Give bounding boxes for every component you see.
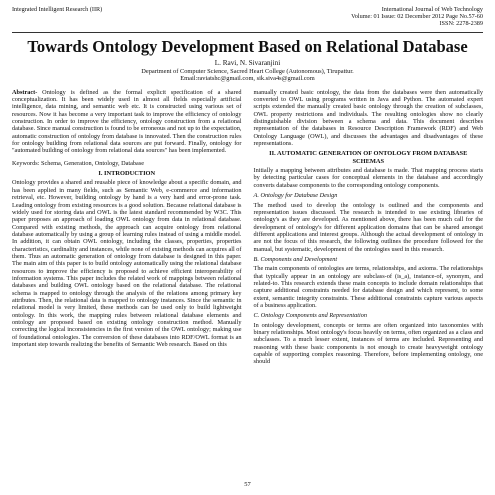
right-column xyxy=(254,89,484,368)
running-header xyxy=(12,6,483,27)
body-columns xyxy=(12,89,483,368)
subsection-c-text: In ontology development, concepts or terms are often organized into taxonomies with binary relationships. Most ontology's focus heavily on terms, often organized as a class and subclasses. To a much lesser extent, instances of terms are included. Representing and reasoning with these basic components is not enough to create heavyweight ontology capable of supporting complex reasoning. Therefore, before implementing ontology, one should xyxy=(253,321,483,366)
journal-name: International Journal of Web Technology xyxy=(381,6,483,13)
abstract-label: Abstract- xyxy=(12,88,38,96)
abstract-text: Ontology is defined as the formal explicit specification of a shared conceptualization. It has been widely used in almost all fields especially artificial intelligence, data mining, and semantic web etc. It is constructed using various set of resources. Now it has become a very important task to improve the efficiency of ontology construction. In order to improve the efficiency, ontology construction from a relational database. Since manual construction is found to be erroneous and not up to the expectation, automatic construction of ontology from database is innovated. Then the construction rules for ontology building from relational data sources are put forward. Finally, ontology for "automated building of ontology from relational data sources" has been implemented. xyxy=(12,88,242,155)
body-text-continued: manually created basic ontology, the data from the databases were then automatically converted to OWL using programs written in Java and Python. The automated expert scripts extended the manually created basic ontology through the creation of subclasses, OWL property restrictions and individuals. The resulting ontologies show no clearly distinguishable division between a schema and data. This document describes representation of the databases in Resource Description Framework (RDF) and Web Ontology Language (OWL), and discusses the advantages and disadvantages of these representations. xyxy=(253,88,483,148)
subsection-a-text: The method used to develop the ontology is outlined and the components and representation issues discussed. The research is intended to use existing libraries of ontology's as they are developed. As mentioned above, there has been much call for the development of ontology's for different application domains that can be shared amongst different applications and interest groups. Although the actual development of ontology in are not the focus of this research, the following outlines the procedure followed for the manual, but systematic, development of the ontologies used in this research. xyxy=(253,201,483,253)
journal-volume: Volume: 01 Issue: 02 December 2012 Page No.57-60 xyxy=(351,13,483,20)
paper-title: Towards Ontology Development Based on Relational Database xyxy=(27,37,468,56)
subsection-heading-b: B. Components and Development xyxy=(253,255,338,263)
section-heading-automatic-generation: II. AUTOMATIC GENERATION OF ONTOLOGY FROM DATABASE SCHEMAS xyxy=(269,150,468,165)
section-heading-introduction: I. INTRODUCTION xyxy=(98,170,156,178)
journal-issn: ISSN: 2278-2389 xyxy=(439,20,483,27)
page-number: 57 xyxy=(244,481,251,488)
section2-text: Initially a mapping between attributes and database is made. That mapping process starts by detecting particular cases for conceptual elements in the database and accordingly converts database components to the corresponding ontology components. xyxy=(253,167,483,189)
author-affiliation: Department of Computer Science, Sacred Heart College (Autonomous), Tirupattur. xyxy=(141,67,354,75)
introduction-text: Ontology provides a shared and reusable piece of knowledge about a specific domain, and has been applied in many fields, such as Semantic Web, e-commerce and information retrieval, etc. However, building ontology by hand is a very hard and error-prone task. Leading ontology from existing resources is a good solution. Because relational database is widely used for storing data and OWL is the latest standard recommended by W3C. This paper proposes an approach of loading OWL ontology from data in relational database. Compared with existing methods, the approach can acquire ontology from relational database automatically by using a group of learning rules instead of using a middle model. In addition, it can obtain OWL ontology, including the classes, properties, properties characteristics, cardinality and instances, while none of existing methods can acquires all of them. Thus an automatic generation of ontology from database is designed in this paper. The main aim of this paper is to build ontology automatically using the relational database resources to improve the efficiency is proposed to achieve efficient interoperability of information systems. This paper includes the related work of mappings between relational databases and building OWL ontology based on the relational database. The relational schema is mapped to ontology through the analysis of the relations among primary key attributes. Then, the relational data is mapped to ontology instances. Since the semantic in relational model is very limited, these methods can be used only to build lightweight ontology. In this work, the mapping rules between relational database elements and ontology are proposed based on existing ontology construction method. Manually correcting the logical inconsistencies in the first version of the OWL ontology; making use of foundational ontologies. The conversion of these databases into RDF/OWL format is an important step towards realizing the benefits of Semantic Web research. Based on this xyxy=(12,179,242,349)
abstract xyxy=(12,89,242,155)
header-rule xyxy=(12,32,483,33)
author-email: Email:raviatshc@gmail.com, sik.siva4s@gmail.com xyxy=(180,75,315,83)
subsection-heading-c: C. Ontology Components and Representation xyxy=(253,312,367,320)
journal-publisher: Integrated Intelligent Research (IIR) xyxy=(12,6,103,13)
journal-info xyxy=(351,6,483,27)
paper-authors: L. Ravi, N. Sivaranjini xyxy=(214,59,281,67)
subsection-b-text: The main components of ontologies are terms, relationships, and axioms. The relationships that typically appear in an ontology are subclass-of (is_a), instance-of, synonym, and related-to. This research extends these main concepts to include domain relationships that capture additional constraints needed for database design and which represent, to some extent, semantic integrity constraints. These additional constraints capture various aspects of a business application. xyxy=(253,265,483,309)
left-column xyxy=(12,89,242,368)
keywords: Keywords: Schema, Generation, Ontology, Database xyxy=(12,159,145,167)
subsection-heading-a: A. Ontology for Database Design xyxy=(253,192,338,200)
